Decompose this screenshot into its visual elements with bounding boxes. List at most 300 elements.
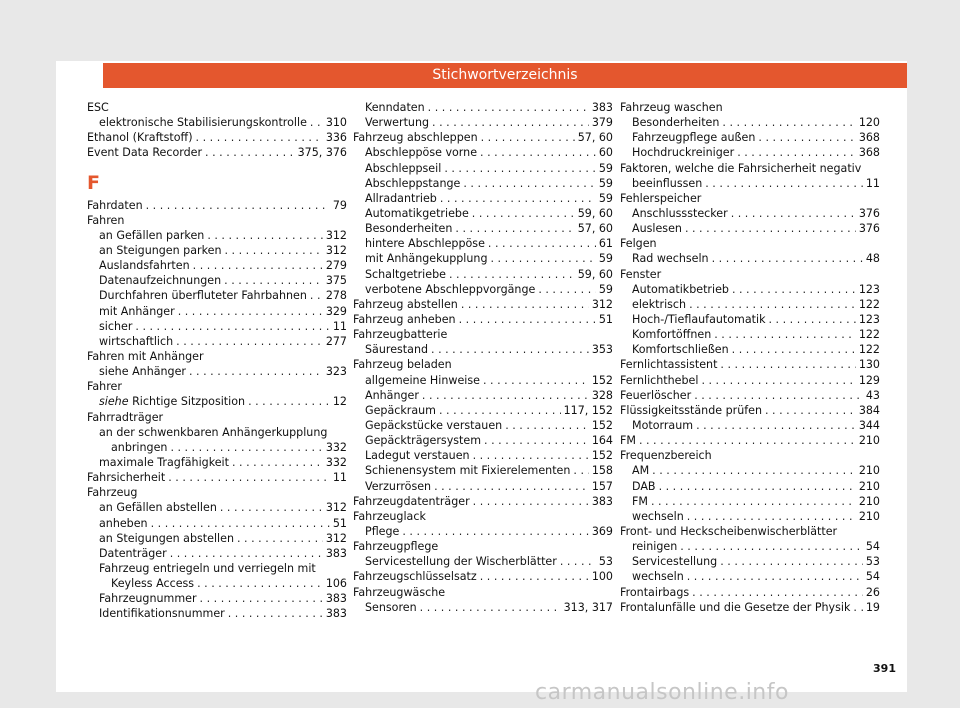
index-entry-page: 26 <box>865 585 880 599</box>
index-entry <box>87 130 347 145</box>
index-entry <box>353 297 613 312</box>
index-entry-label: Fahren <box>87 213 125 227</box>
dot-leader <box>449 267 575 282</box>
index-entry-label: Ladegut verstauen <box>365 449 470 463</box>
dot-leader <box>652 463 856 478</box>
index-entry-label: Fahrzeugschlüsselsatz <box>353 570 477 584</box>
index-entry <box>353 236 613 251</box>
dot-leader <box>687 569 863 584</box>
dot-leader <box>168 470 330 485</box>
index-entry-label: Automatikgetriebe <box>365 206 469 220</box>
index-entry-page: 106 <box>325 577 347 591</box>
index-entry-label: Fahrzeuglack <box>353 509 426 523</box>
index-entry <box>620 297 880 312</box>
index-entry <box>620 327 880 342</box>
index-entry <box>87 379 347 394</box>
index-entry <box>87 440 347 455</box>
index-entry <box>87 319 347 334</box>
index-entry-page: 130 <box>858 358 880 372</box>
index-entry-label: Motorraum <box>632 418 694 432</box>
index-entry-label: Fahrzeugpflege außen <box>632 131 756 145</box>
index-entry-label: Fernlichtassistent <box>620 358 718 372</box>
index-entry-page: 368 <box>858 146 880 160</box>
index-entry <box>620 388 880 403</box>
index-entry-page: 376 <box>858 222 880 236</box>
index-column-1 <box>87 100 347 622</box>
index-entry-label: Schaltgetriebe <box>365 267 446 281</box>
index-entry <box>87 410 347 425</box>
index-entry <box>353 585 613 600</box>
dot-leader <box>480 569 589 584</box>
index-entry <box>353 130 613 145</box>
index-entry-label: Fahrzeug <box>87 486 138 500</box>
dot-leader <box>146 198 330 213</box>
index-entry <box>353 600 613 615</box>
index-entry-page: 60 <box>598 146 613 160</box>
index-entry <box>353 115 613 130</box>
index-entry-page: 279 <box>325 259 347 273</box>
index-entry-label: Ethanol (Kraftstoff) <box>87 131 193 145</box>
dot-leader <box>488 236 596 251</box>
index-entry-page: 120 <box>858 116 880 130</box>
index-entry-label: Fahrer <box>87 380 122 394</box>
index-entry-label: Fahrzeug anheben <box>353 312 456 326</box>
dot-leader <box>692 585 863 600</box>
index-entry <box>353 403 613 418</box>
index-entry-page: 310 <box>325 116 347 130</box>
index-entry-label: Fahrzeug waschen <box>620 101 723 114</box>
dot-leader <box>444 161 596 176</box>
index-entry-page: 57, 60 <box>577 222 613 236</box>
index-entry-label: Besonderheiten <box>632 116 720 130</box>
index-entry <box>353 524 613 539</box>
index-entry-label: Fehlerspeicher <box>620 191 702 205</box>
dot-leader <box>712 251 863 266</box>
index-entry-label: Fahrzeug beladen <box>353 358 452 372</box>
index-entry <box>87 304 347 319</box>
index-entry-page: 117, 152 <box>563 403 613 417</box>
index-column-3 <box>620 100 880 615</box>
index-entry-page: 152 <box>591 449 613 463</box>
dot-leader <box>714 327 856 342</box>
dot-leader <box>732 342 856 357</box>
index-entry <box>353 448 613 463</box>
index-entry <box>620 357 880 372</box>
index-entry-label: hintere Abschleppöse <box>365 237 485 251</box>
index-entry <box>620 115 880 130</box>
index-entry-label: Allradantrieb <box>365 191 437 205</box>
dot-leader <box>701 373 855 388</box>
index-column-2 <box>353 100 613 615</box>
dot-leader <box>696 418 856 433</box>
index-entry <box>87 455 347 470</box>
index-entry <box>87 561 347 576</box>
index-entry-label: wechseln <box>632 570 684 584</box>
index-entry-page: 336 <box>325 131 347 145</box>
index-entry-page: 123 <box>858 282 880 296</box>
dot-leader <box>639 433 856 448</box>
index-entry-page: 122 <box>858 343 880 357</box>
index-entry-page: 210 <box>858 464 880 478</box>
index-entry-page: 59 <box>598 191 613 205</box>
index-entry-page: 210 <box>858 494 880 508</box>
index-entry-label: an Steigungen parken <box>99 243 222 257</box>
index-entry-label <box>99 394 245 409</box>
index-entry <box>87 334 347 349</box>
index-entry-page: 122 <box>858 297 880 311</box>
index-entry-page: 313, 317 <box>563 600 613 614</box>
index-entry <box>620 524 880 539</box>
index-entry-page: 59 <box>598 282 613 296</box>
index-entry-page: 312 <box>325 501 347 515</box>
index-entry-page: 353 <box>591 343 613 357</box>
index-entry-page: 122 <box>858 328 880 342</box>
index-entry-label: Pflege <box>365 524 400 538</box>
index-entry <box>87 425 347 440</box>
index-entry-label: Automatikbetrieb <box>632 282 729 296</box>
index-entry-page: 383 <box>325 546 347 560</box>
dot-leader <box>694 388 863 403</box>
index-entry <box>353 509 613 524</box>
index-entry-label: an Gefällen parken <box>99 228 205 242</box>
index-entry <box>87 500 347 515</box>
index-entry-page: 375, 376 <box>297 146 347 160</box>
dot-leader <box>440 191 596 206</box>
index-entry-label: sicher <box>99 319 133 333</box>
index-entry <box>353 418 613 433</box>
index-entry-label: Feuerlöscher <box>620 388 692 402</box>
dot-leader <box>135 319 329 334</box>
dot-leader <box>720 554 863 569</box>
watermark: carmanualsonline.info <box>535 680 789 705</box>
index-entry <box>353 479 613 494</box>
index-entry-page: 59 <box>598 176 613 190</box>
index-entry-page: 383 <box>591 494 613 508</box>
dot-leader <box>483 373 589 388</box>
index-entry <box>620 145 880 160</box>
dot-leader <box>659 479 856 494</box>
dot-leader <box>224 273 323 288</box>
dot-leader <box>758 130 855 145</box>
index-entry-page: 59 <box>598 252 613 266</box>
index-entry <box>620 130 880 145</box>
dot-leader <box>193 258 323 273</box>
index-entry-label: Felgen <box>620 237 657 251</box>
index-entry <box>620 539 880 554</box>
index-entry-page: 59, 60 <box>577 267 613 281</box>
index-entry-page: 278 <box>325 289 347 303</box>
index-entry-label: anbringen <box>111 440 168 454</box>
index-entry-label: AM <box>632 464 650 478</box>
index-entry <box>87 531 347 546</box>
index-entry-label: Gepäckraum <box>365 403 436 417</box>
index-entry-label: Fenster <box>620 267 662 281</box>
index-entry-label: Fahrzeugbatterie <box>353 328 448 342</box>
dot-leader <box>224 243 322 258</box>
index-entry <box>620 418 880 433</box>
dot-leader <box>473 494 589 509</box>
index-entry-page: 59, 60 <box>577 206 613 220</box>
index-entry-label: Komfortschließen <box>632 343 729 357</box>
dot-leader <box>431 342 589 357</box>
index-entry-page: 123 <box>858 312 880 326</box>
index-entry <box>353 463 613 478</box>
index-entry-page: 158 <box>591 464 613 478</box>
dot-leader <box>473 448 589 463</box>
index-entry-page: 164 <box>591 434 613 448</box>
index-entry <box>353 191 613 206</box>
index-entry <box>620 494 880 509</box>
index-entry-page: 383 <box>591 101 613 114</box>
index-entry-page: 157 <box>591 479 613 493</box>
index-entry <box>620 221 880 236</box>
index-entry-page: 61 <box>598 237 613 251</box>
index-entry <box>87 606 347 621</box>
index-entry-label: Fahrzeugpflege <box>353 540 439 554</box>
index-entry-page: 383 <box>325 592 347 606</box>
dot-leader <box>472 206 575 221</box>
index-entry-page: 53 <box>598 555 613 569</box>
index-entry <box>87 516 347 531</box>
index-entry-label: Datenträger <box>99 546 167 560</box>
index-entry-label: Abschleppstange <box>365 176 461 190</box>
index-entry-label: Sensoren <box>365 600 417 614</box>
index-entry-page: 368 <box>858 131 880 145</box>
index-entry-label: Fahrzeugdatenträger <box>353 494 470 508</box>
index-entry-label: Hoch-/Tieflaufautomatik <box>632 312 766 326</box>
dot-leader <box>769 312 856 327</box>
index-entry-label: Datenaufzeichnungen <box>99 274 222 288</box>
index-entry-label: Anhänger <box>365 388 419 402</box>
page-number: 391 <box>873 662 896 675</box>
index-entry <box>87 273 347 288</box>
dot-leader <box>207 228 322 243</box>
see-reference: siehe <box>99 395 129 409</box>
index-entry <box>87 349 347 364</box>
dot-leader <box>310 288 323 303</box>
dot-leader <box>731 206 856 221</box>
index-entry <box>353 539 613 554</box>
dot-leader <box>737 145 856 160</box>
index-entry-page: 79 <box>332 198 347 212</box>
dot-leader <box>428 100 589 115</box>
index-entry-label: Frontalunfälle und die Gesetze der Physik <box>620 600 851 614</box>
index-entry <box>87 145 347 160</box>
index-entry-page: 152 <box>591 373 613 387</box>
index-entry-label: FM <box>632 494 648 508</box>
dot-leader <box>491 251 596 266</box>
index-entry-label: Gepäckstücke verstauen <box>365 418 503 432</box>
index-entry-page: 312 <box>325 228 347 242</box>
index-entry-page: 369 <box>591 524 613 538</box>
index-entry-page: 277 <box>325 334 347 348</box>
index-entry-label: Besonderheiten <box>365 222 453 236</box>
index-entry-page: 323 <box>325 365 347 379</box>
index-entry-label: Auslandsfahrten <box>99 259 190 273</box>
index-entry-page: 332 <box>325 455 347 469</box>
index-entry-label: Fahrzeug abschleppen <box>353 131 478 145</box>
index-entry-label: Frequenzbereich <box>620 449 712 463</box>
index-entry <box>353 433 613 448</box>
index-entry <box>353 388 613 403</box>
index-entry <box>353 373 613 388</box>
index-entry-page: 11 <box>332 471 347 485</box>
dot-leader <box>853 600 862 615</box>
index-entry-label: Kenndaten <box>365 101 425 114</box>
index-entry <box>620 161 880 176</box>
index-entry-label: Faktoren, welche die Fahrsicherheit negativ <box>620 161 862 175</box>
index-entry <box>353 145 613 160</box>
dot-leader <box>170 546 323 561</box>
index-entry <box>620 433 880 448</box>
index-entry-page: 312 <box>591 297 613 311</box>
index-entry-label: Anschlussstecker <box>632 206 728 220</box>
index-entry <box>87 243 347 258</box>
index-entry <box>620 554 880 569</box>
dot-leader <box>680 539 863 554</box>
index-entry-label: anheben <box>99 516 148 530</box>
index-entry-page: 19 <box>865 600 880 614</box>
dot-leader <box>205 145 295 160</box>
dot-leader <box>310 115 323 130</box>
index-entry-label: Frontairbags <box>620 585 690 599</box>
dot-leader <box>432 115 589 130</box>
dot-leader <box>505 418 589 433</box>
dot-leader <box>439 403 561 418</box>
index-entry-page: 100 <box>591 570 613 584</box>
index-entry-page: 12 <box>332 395 347 409</box>
index-entry <box>620 585 880 600</box>
index-entry <box>620 312 880 327</box>
index-entry <box>620 100 880 115</box>
dot-leader <box>481 130 575 145</box>
index-entry <box>620 600 880 615</box>
index-entry <box>87 485 347 500</box>
index-entry-label: Fahrzeug abstellen <box>353 297 458 311</box>
index-entry <box>620 448 880 463</box>
index-entry-label: FM <box>620 434 636 448</box>
index-entry-label: elektrisch <box>632 297 687 311</box>
index-entry-label: Identifikationsnummer <box>99 607 225 621</box>
index-entry-label: Fahrradträger <box>87 410 164 424</box>
dot-leader <box>459 312 596 327</box>
index-entry-page: 59 <box>598 161 613 175</box>
dot-leader <box>538 282 596 297</box>
index-entry-page: 344 <box>858 418 880 432</box>
index-entry-page: 54 <box>865 540 880 554</box>
index-entry <box>87 213 347 228</box>
index-entry <box>353 251 613 266</box>
dot-leader <box>402 524 588 539</box>
index-entry-label: wirtschaftlich <box>99 334 174 348</box>
index-entry-label: Servicestellung <box>632 555 718 569</box>
index-entry <box>87 576 347 591</box>
index-entry-label: Keyless Access <box>111 577 195 591</box>
index-entry-label: Komfortöffnen <box>632 328 712 342</box>
index-entry <box>87 198 347 213</box>
index-entry <box>87 394 347 409</box>
index-entry-page: 11 <box>332 319 347 333</box>
dot-leader <box>189 364 323 379</box>
index-entry-label: verbotene Abschleppvorgänge <box>365 282 536 296</box>
dot-leader <box>237 531 323 546</box>
index-entry-label: Durchfahren überfluteter Fahrbahnen <box>99 289 307 303</box>
see-reference-target: Richtige Sitzposition <box>128 395 246 409</box>
dot-leader <box>434 479 589 494</box>
index-entry <box>353 312 613 327</box>
index-entry <box>353 357 613 372</box>
index-entry-label: Säurestand <box>365 343 429 357</box>
index-entry <box>620 403 880 418</box>
index-entry-label: maximale Tragfähigkeit <box>99 455 229 469</box>
index-entry-label: Fernlichthebel <box>620 373 699 387</box>
index-entry <box>620 569 880 584</box>
index-entry <box>620 373 880 388</box>
dot-leader <box>420 600 561 615</box>
dot-leader <box>685 221 856 236</box>
dot-leader <box>720 357 855 372</box>
dot-leader <box>176 334 323 349</box>
index-entry-page: 376 <box>858 206 880 220</box>
index-entry-page: 48 <box>865 252 880 266</box>
index-entry-label: Fahrdaten <box>87 198 143 212</box>
index-entry-label: an Gefällen abstellen <box>99 501 217 515</box>
index-entry-label: Abschleppseil <box>365 161 442 175</box>
index-entry <box>620 176 880 191</box>
index-entry-label: beeinflussen <box>632 176 703 190</box>
index-entry-label: mit Anhänger <box>99 304 175 318</box>
index-entry-page: 332 <box>325 440 347 454</box>
dot-leader <box>170 440 322 455</box>
index-entry-page: 210 <box>858 509 880 523</box>
index-entry-page: 210 <box>858 434 880 448</box>
index-entry-page: 51 <box>332 516 347 530</box>
dot-leader <box>178 304 323 319</box>
index-entry-label: allgemeine Hinweise <box>365 373 480 387</box>
index-entry <box>87 115 347 130</box>
index-entry-label: mit Anhängekupplung <box>365 252 488 266</box>
index-entry <box>620 342 880 357</box>
index-entry-page: 328 <box>591 388 613 402</box>
index-entry-label: Fahrzeugwäsche <box>353 585 446 599</box>
dot-leader <box>455 221 574 236</box>
index-entry-page: 11 <box>865 176 880 190</box>
index-entry <box>620 463 880 478</box>
index-entry <box>87 364 347 379</box>
index-entry-page: 312 <box>325 243 347 257</box>
index-entry-label: Fahren mit Anhänger <box>87 349 204 363</box>
index-entry <box>87 100 347 115</box>
index-entry-label: Flüssigkeitsstände prüfen <box>620 403 762 417</box>
index-entry-label: Fahrzeugnummer <box>99 592 197 606</box>
index-entry <box>353 100 613 115</box>
index-entry <box>87 470 347 485</box>
index-entry-label: Abschleppöse vorne <box>365 146 478 160</box>
index-entry <box>353 221 613 236</box>
index-entry-page: 329 <box>325 304 347 318</box>
dot-leader <box>200 591 323 606</box>
dot-leader <box>687 509 856 524</box>
index-entry-page: 312 <box>325 531 347 545</box>
index-entry-label: wechseln <box>632 509 684 523</box>
index-entry-label: DAB <box>632 479 656 493</box>
index-entry-label: Rad wechseln <box>632 252 709 266</box>
index-entry-label: Schienensystem mit Fixierelementen <box>365 464 571 478</box>
index-entry <box>353 342 613 357</box>
index-entry-label: Verwertung <box>365 116 430 130</box>
index-entry-label: reinigen <box>632 540 678 554</box>
dot-leader <box>220 500 323 515</box>
